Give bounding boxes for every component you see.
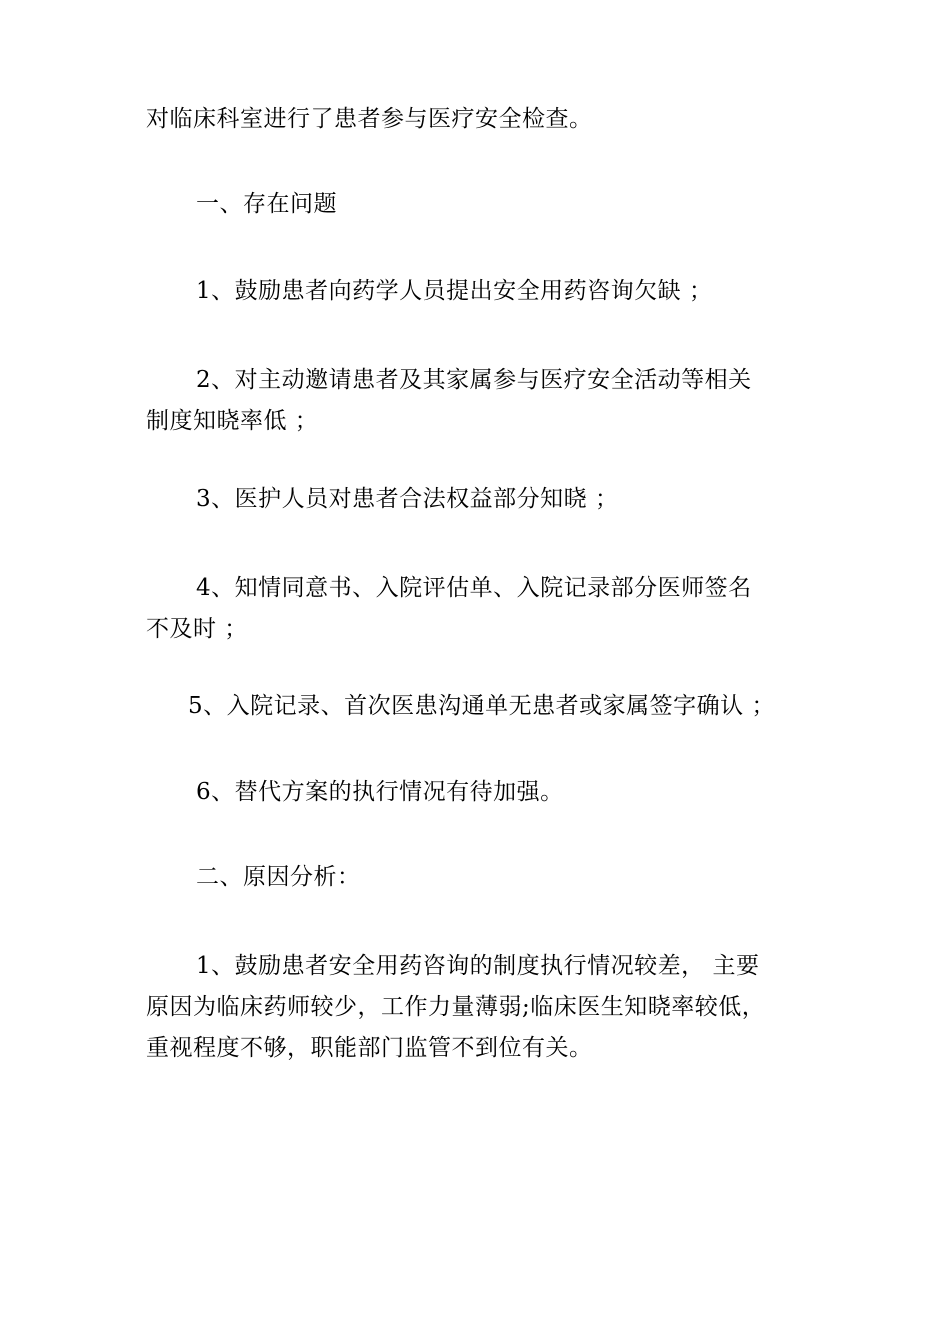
cause-item-1-line-2: 原因为临床药师较少，工作力量薄弱;临床医生知晓率较低，: [146, 994, 766, 1020]
problem-item-1: 1、鼓励患者向药学人员提出安全用药咨询欠缺 ；: [196, 278, 713, 304]
cause-item-1-line-1: 1、鼓励患者安全用药咨询的制度执行情况较差， 主要: [196, 953, 760, 979]
intro-line: 对临床科室进行了患者参与医疗安全检查。: [146, 106, 593, 132]
section-heading-causes: 二、原因分析：: [196, 864, 361, 890]
problem-item-4-line-2: 不及时 ；: [146, 616, 248, 642]
problem-item-4-line-1: 4、知情同意书、入院评估单、入院记录部分医师签名: [196, 575, 752, 601]
section-heading-problems: 一、存在问题: [196, 191, 337, 217]
problem-item-5: 5、入院记录、首次医患沟通单无患者或家属签字确认 ；: [188, 693, 775, 719]
problem-item-6: 6、替代方案的执行情况有待加强。: [196, 779, 564, 805]
problem-item-2-line-2: 制度知晓率低 ；: [146, 408, 319, 434]
problem-item-2-line-1: 2、对主动邀请患者及其家属参与医疗安全活动等相关: [196, 367, 752, 393]
cause-item-1-line-3: 重视程度不够，职能部门监管不到位有关。: [146, 1035, 593, 1061]
problem-item-3: 3、医护人员对患者合法权益部分知晓 ；: [196, 486, 619, 512]
